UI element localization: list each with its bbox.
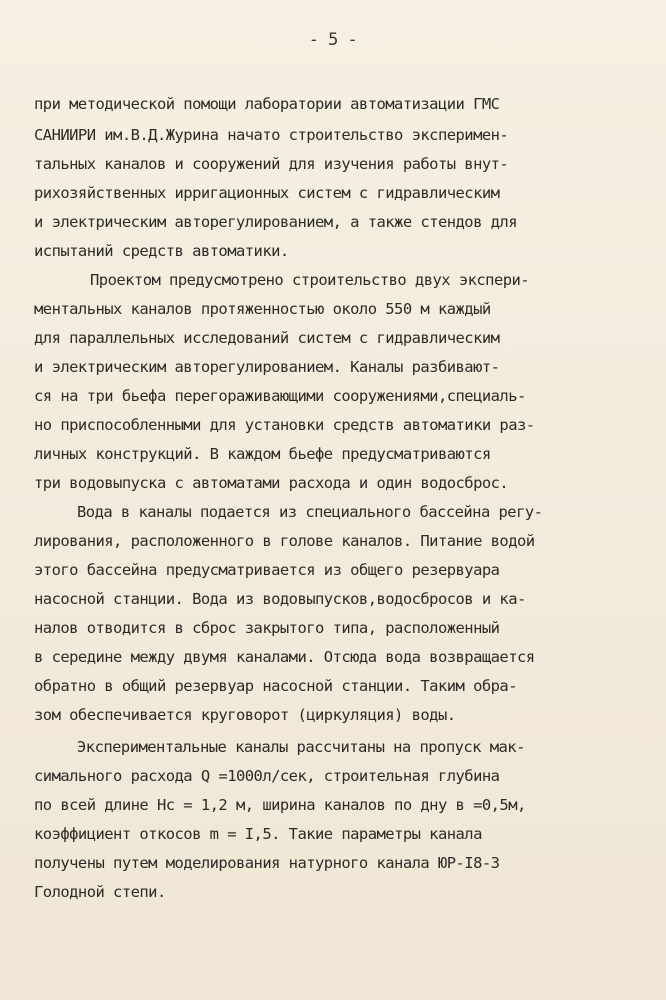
text-line: личных конструкций. В каждом бьефе предусматриваются	[34, 445, 491, 463]
text-line: получены путем моделирования натурного канала ЮР-I8-3	[34, 854, 500, 872]
page-number: - 5 -	[308, 30, 358, 50]
text-line: ментальных каналов протяженностью около 550 м каждый	[34, 300, 491, 318]
text-line: коэффициент откосов m = I,5. Такие параметры канала	[34, 825, 482, 843]
text-line: зом обеспечивается круговорот (циркуляция) воды.	[34, 706, 456, 724]
text-line: этого бассейна предусматривается из общего резервуара	[34, 561, 500, 579]
text-line: Экспериментальные каналы рассчитаны на пропуск мак-	[77, 738, 525, 756]
text-line: налов отводится в сброс закрытого типа, расположенный	[34, 619, 500, 637]
text-line: САНИИРИ им.В.Д.Журина начато строительство эксперимен-	[34, 126, 509, 144]
text-line: ся на три бьефа перегораживающими сооружениями,специаль-	[34, 387, 526, 405]
text-line: тальных каналов и сооружений для изучения работы внут-	[34, 155, 509, 173]
text-line: рихозяйственных ирригационных систем с гидравлическим	[34, 184, 500, 202]
text-line: испытаний средств автоматики.	[34, 242, 289, 260]
text-line: в середине между двумя каналами. Отсюда вода возвращается	[34, 648, 535, 666]
text-line: Вода в каналы подается из специального бассейна регу-	[77, 503, 543, 521]
text-line: по всей длине Hс = 1,2 м, ширина каналов по дну в =0,5м,	[34, 796, 526, 814]
text-line: лирования, расположенного в голове каналов. Питание водой	[34, 532, 535, 550]
text-line: но приспособленными для установки средств автоматики раз-	[34, 416, 535, 434]
text-line: три водовыпуска с автоматами расхода и один водосброс.	[34, 474, 509, 492]
text-line: при методической помощи лаборатории автоматизации ГМС	[34, 95, 500, 113]
text-line: симального расхода Q =1000л/сек, строительная глубина	[34, 767, 500, 785]
text-line: насосной станции. Вода из водовыпусков,водосбросов и ка-	[34, 590, 526, 608]
text-line: Проектом предусмотрено строительство двух экспери-	[90, 271, 530, 289]
text-line: обратно в общий резервуар насосной станции. Таким обра-	[34, 677, 517, 695]
text-line: и электрическим авторегулированием, а также стендов для	[34, 213, 517, 231]
text-line: и электрическим авторегулированием. Каналы разбивают-	[34, 358, 500, 376]
text-line: Голодной степи.	[34, 883, 166, 901]
text-line: для параллельных исследований систем с гидравлическим	[34, 329, 500, 347]
